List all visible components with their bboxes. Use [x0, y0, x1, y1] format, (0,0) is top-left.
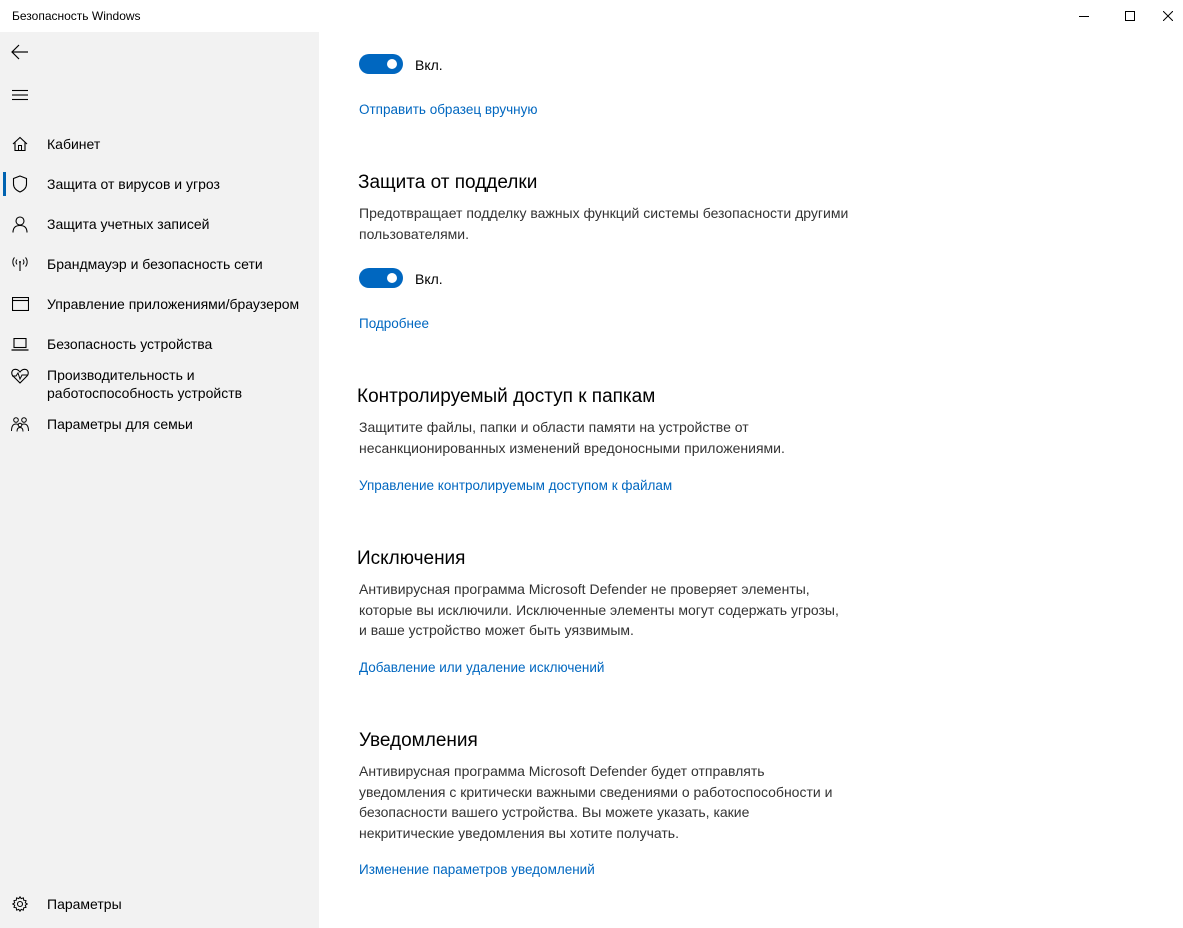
- back-button[interactable]: [0, 32, 40, 72]
- toggle-knob: [387, 273, 397, 283]
- sidebar-item-home[interactable]: [0, 132, 319, 156]
- maximize-icon: [1125, 11, 1135, 21]
- exclusions-description: Антивирусная программа Microsoft Defender не проверяет элементы, которые вы исключили. Исключенные элементы могут содержать угрозы, и ваше устройство может быть уязвимым.: [359, 581, 839, 638]
- sidebar-item-label: Параметры для семьи: [47, 416, 193, 432]
- toggle-state-label: Вкл.: [415, 57, 443, 73]
- minimize-button[interactable]: [1061, 0, 1107, 32]
- wifi-antenna-icon: [10, 254, 30, 274]
- notifications-description: Антивирусная программа Microsoft Defender будет отправлять уведомления с критически важными сведениями о работоспособности и безопасности вашего устройства. Вы можете указать, какие некритические уведомления вы хотите получать.: [359, 763, 833, 841]
- hamburger-menu-button[interactable]: [0, 75, 40, 115]
- sidebar-item-label: Кабинет: [47, 136, 101, 152]
- sidebar-item-firewall[interactable]: [0, 252, 319, 276]
- title-bar: [0, 0, 1183, 32]
- minimize-icon: [1079, 11, 1089, 21]
- back-arrow-icon: [11, 44, 29, 60]
- person-icon: [10, 214, 30, 234]
- close-icon: [1163, 11, 1173, 21]
- active-indicator: [3, 172, 6, 196]
- family-icon: [10, 414, 30, 434]
- folder-access-title: Контролируемый доступ к папкам: [357, 386, 656, 407]
- sidebar-item-label: Производительность и работоспособность устройств: [47, 367, 243, 401]
- sidebar-item-family-options[interactable]: [0, 412, 319, 436]
- hamburger-icon: [12, 89, 28, 101]
- main-content: [319, 32, 1183, 928]
- sidebar-item-label: Параметры: [47, 896, 122, 912]
- sidebar-item-account-protection[interactable]: [0, 212, 319, 236]
- shield-icon: [10, 174, 30, 194]
- laptop-icon: [10, 334, 30, 354]
- add-remove-exclusions-link[interactable]: Добавление или удаление исключений: [359, 660, 605, 675]
- sidebar-item-device-performance[interactable]: [0, 366, 319, 402]
- heart-pulse-icon: [10, 366, 30, 386]
- folder-access-description: Защитите файлы, папки и области памяти на устройстве от несанкционированных изменений вредоносными приложениями.: [359, 419, 785, 456]
- sidebar-item-label: Брандмауэр и безопасность сети: [47, 256, 263, 272]
- tamper-protection-description: Предотвращает подделку важных функций системы безопасности другими пользователями.: [359, 205, 849, 242]
- sidebar-item-app-browser-control[interactable]: [0, 292, 319, 316]
- tamper-protection-title: Защита от подделки: [358, 172, 538, 193]
- window-title: Безопасность Windows: [12, 9, 141, 23]
- learn-more-link[interactable]: Подробнее: [359, 316, 430, 331]
- sidebar-item-settings[interactable]: [0, 892, 319, 916]
- tamper-protection-toggle[interactable]: [359, 268, 403, 288]
- toggle-knob: [387, 59, 397, 69]
- home-icon: [10, 134, 30, 154]
- sidebar-item-device-security[interactable]: [0, 332, 319, 356]
- change-notification-settings-link[interactable]: Изменение параметров уведомлений: [359, 862, 595, 877]
- cloud-protection-toggle[interactable]: [359, 54, 403, 74]
- manage-folder-access-link[interactable]: Управление контролируемым доступом к файлам: [359, 478, 673, 493]
- sidebar-item-label: Защита учетных записей: [47, 216, 210, 232]
- sidebar-item-label: Безопасность устройства: [47, 336, 213, 352]
- submit-sample-link[interactable]: Отправить образец вручную: [359, 102, 538, 117]
- sidebar-item-virus-protection[interactable]: [0, 172, 319, 196]
- sidebar-item-label: Защита от вирусов и угроз: [47, 176, 220, 192]
- gear-icon: [10, 894, 30, 914]
- close-button[interactable]: [1145, 0, 1183, 32]
- app-browser-icon: [10, 294, 30, 314]
- exclusions-title: Исключения: [357, 548, 466, 569]
- notifications-title: Уведомления: [359, 730, 478, 751]
- navigation-sidebar: [0, 32, 319, 928]
- toggle-state-label: Вкл.: [415, 271, 443, 287]
- sidebar-item-label: Управление приложениями/браузером: [47, 296, 300, 312]
